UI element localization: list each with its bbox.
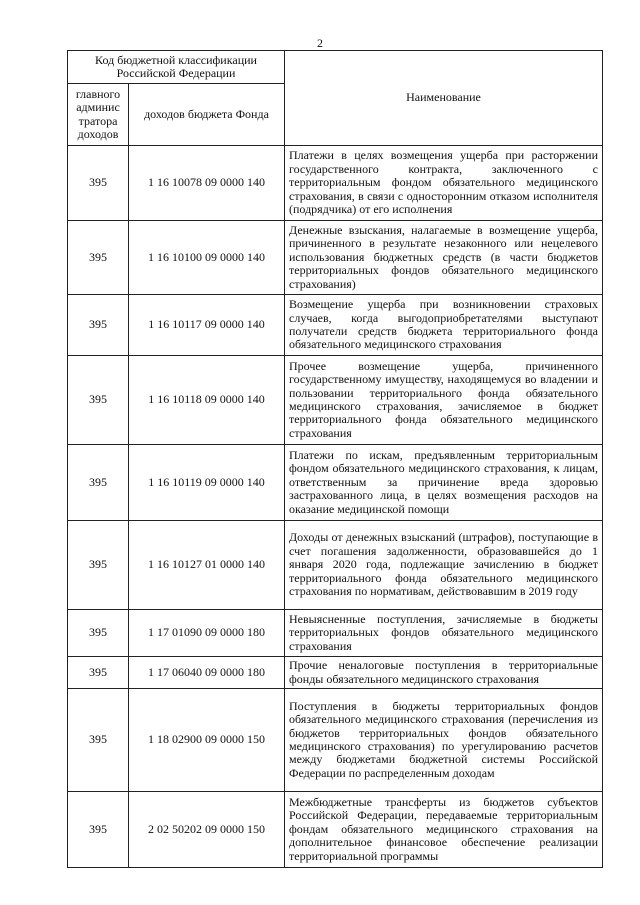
- income-name: Доходы от денежных взысканий (штрафов), поступающие в счет погашения задолженности, образовавшейся до 1 января 2020 года, подлежащие зачислению в бюджет территориального фонда обязательного медицинского страхования по нормативам, действовавшим в 2019 году: [285, 521, 603, 610]
- income-name: Возмещение ущерба при возникновении страховых случаев, когда выгодоприобретателями выступают получатели средств бюджета территориального фонда обязательного медицинского страхования: [285, 295, 603, 356]
- income-name: Поступления в бюджеты территориальных фондов обязательного медицинского страхования (перечисления из бюджетов территориальных фондов обязательного медицинского страхования) по урегулированию расчетов между бюджетами бюджетной системы Российской Федерации по распределенным доходам: [285, 689, 603, 792]
- admin-code: 395: [68, 356, 129, 445]
- income-name: Прочие неналоговые поступления в территориальные фонды обязательного медицинского страхования: [285, 657, 603, 689]
- income-code: 1 17 06040 09 0000 180: [129, 657, 285, 689]
- name-header: Наименование: [285, 51, 603, 146]
- table-row: [68, 610, 603, 657]
- income-name: Невыясненные поступления, зачисляемые в бюджеты территориальных фондов обязательного медицинского страхования: [285, 610, 603, 657]
- kbk-header: Код бюджетной классификации Российской Федерации: [68, 51, 285, 84]
- income-code: 1 16 10100 09 0000 140: [129, 221, 285, 295]
- income-header: доходов бюджета Фонда: [129, 84, 285, 146]
- income-code: 1 16 10078 09 0000 140: [129, 146, 285, 221]
- admin-code: 395: [68, 221, 129, 295]
- table-row: [68, 521, 603, 610]
- income-code: 1 16 10118 09 0000 140: [129, 356, 285, 445]
- table-row: [68, 356, 603, 445]
- income-name: Денежные взыскания, налагаемые в возмещение ущерба, причиненного в результате незаконного или нецелевого использования бюджетных средств (в части бюджетов территориальных фондов обязательного медицинского страхования): [285, 221, 603, 295]
- budget-classification-table: [67, 50, 603, 868]
- admin-code: 395: [68, 657, 129, 689]
- table-row: [68, 221, 603, 295]
- table-row: [68, 657, 603, 689]
- admin-code: 395: [68, 792, 129, 868]
- admin-code: 395: [68, 445, 129, 521]
- admin-code: 395: [68, 610, 129, 657]
- income-code: 2 02 50202 09 0000 150: [129, 792, 285, 868]
- income-name: Межбюджетные трансферты из бюджетов субъектов Российской Федерации, передаваемые территориальным фондам обязательного медицинского страхования на дополнительное финансовое обеспечение реализации территориальной программы: [285, 792, 603, 868]
- income-name: Платежи в целях возмещения ущерба при расторжении государственного контракта, заключенного с территориальным фондом обязательного медицинского страхования, в связи с односторонним отказом исполнителя (подрядчика) от его исполнения: [285, 146, 603, 221]
- income-code: 1 18 02900 09 0000 150: [129, 689, 285, 792]
- income-name: Прочее возмещение ущерба, причиненного государственному имуществу, находящемуся во владении и пользовании территориального фонда обязательного медицинского страхования, зачисляемое в бюджет территориального фонда обязательного медицинского страхования: [285, 356, 603, 445]
- table-row: [68, 146, 603, 221]
- admin-code: 395: [68, 295, 129, 356]
- income-code: 1 16 10127 01 0000 140: [129, 521, 285, 610]
- admin-code: 395: [68, 521, 129, 610]
- admin-code: 395: [68, 689, 129, 792]
- admin-header: главного админис тратора доходов: [68, 84, 129, 146]
- income-code: 1 16 10117 09 0000 140: [129, 295, 285, 356]
- table-row: [68, 295, 603, 356]
- income-code: 1 17 01090 09 0000 180: [129, 610, 285, 657]
- table-row: [68, 689, 603, 792]
- income-name: Платежи по искам, предъявленным территориальным фондом обязательного медицинского страхования, к лицам, ответственным за причинение вреда здоровью застрахованного лица, в целях возмещения расходов на оказание медицинской помощи: [285, 445, 603, 521]
- table-row: [68, 445, 603, 521]
- page-number: 2: [317, 36, 323, 50]
- income-code: 1 16 10119 09 0000 140: [129, 445, 285, 521]
- table-row: [68, 792, 603, 868]
- table-header-row: [68, 51, 603, 84]
- admin-code: 395: [68, 146, 129, 221]
